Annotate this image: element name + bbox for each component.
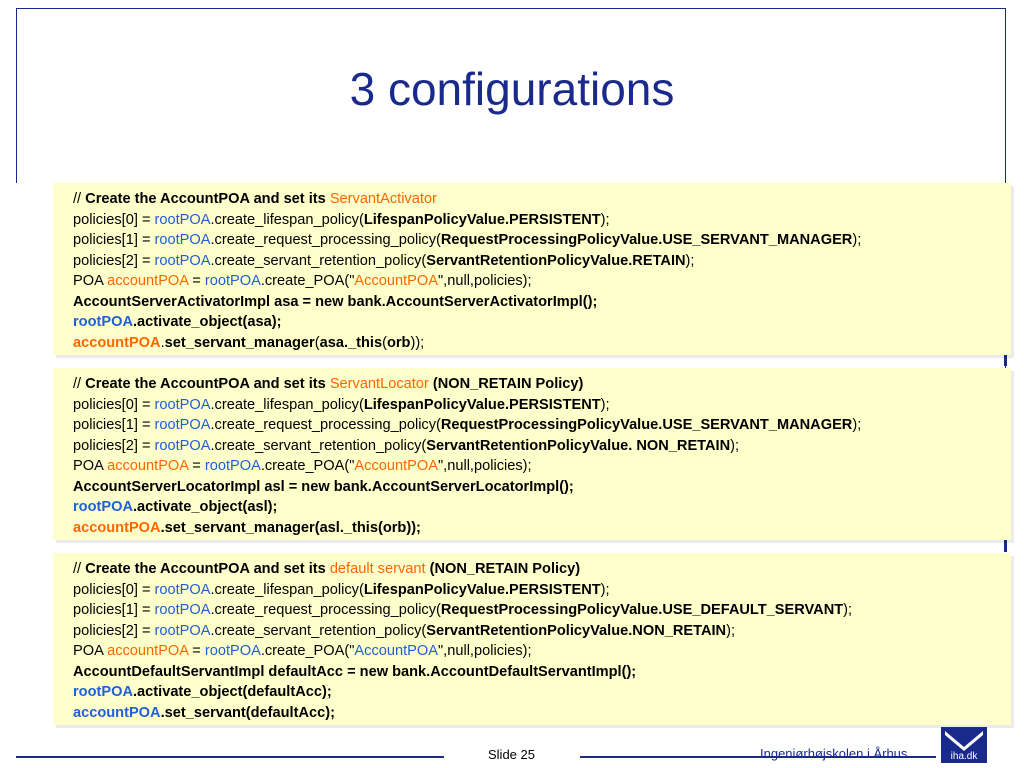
logo-text: iha.dk (950, 751, 978, 762)
code-token: .set_servant(defaultAcc); (160, 704, 335, 721)
code-token: .create_POA(" (260, 458, 355, 474)
code-token: accountPOA (107, 458, 189, 474)
code-token: ",null,policies); (437, 458, 532, 474)
code-token: rootPOA (73, 314, 133, 330)
code-line (73, 682, 1005, 703)
code-comment-line (73, 559, 1005, 580)
slide-number: Slide 25 (488, 747, 535, 762)
code-token: ); (843, 602, 853, 618)
code-token: rootPOA (204, 643, 261, 659)
code-box-servant-activator (53, 183, 1011, 355)
code-comment-line (73, 189, 1005, 210)
frame-tick-mark (1004, 538, 1007, 552)
code-token: (NON_RETAIN Policy) (428, 376, 584, 392)
code-token: ",null,policies); (437, 643, 532, 659)
code-line (73, 703, 1005, 724)
code-token: .activate_object(asa); (133, 314, 282, 330)
code-token: ServantRetentionPolicyValue. NON_RETAIN (426, 437, 731, 454)
code-line (73, 580, 1005, 601)
code-line (73, 415, 1005, 436)
code-token: POA (73, 273, 108, 289)
code-token: Create the AccountPOA and set its (85, 376, 330, 392)
code-token: LifespanPolicyValue.PERSISTENT (363, 211, 601, 228)
code-line (73, 230, 1005, 251)
code-token: .create_servant_retention_policy( (210, 437, 427, 454)
code-token: // (73, 376, 86, 392)
code-token: rootPOA (154, 622, 211, 639)
code-line (73, 477, 1005, 498)
code-token: policies[1] = (73, 232, 155, 248)
code-token: rootPOA (154, 211, 211, 228)
code-token: RequestProcessingPolicyValue.USE_SERVANT_MANAGER (440, 417, 853, 433)
code-box-servant-locator (53, 368, 1011, 540)
code-token: RequestProcessingPolicyValue.USE_SERVANT_MANAGER (440, 232, 853, 248)
code-token: AccountServerActivatorImpl asa = new bank.AccountServerActivatorImpl(); (73, 293, 598, 310)
code-line (73, 600, 1005, 621)
code-token: .create_request_processing_policy( (210, 232, 441, 248)
slide-title: 3 configurations (349, 63, 675, 115)
code-token: rootPOA (154, 232, 211, 248)
code-token: accountPOA (73, 334, 161, 351)
code-token: rootPOA (154, 602, 211, 618)
code-token: Create the AccountPOA and set its (85, 191, 330, 207)
code-token: .activate_object(asl); (133, 499, 278, 515)
code-token: ServantRetentionPolicyValue.NON_RETAIN (426, 622, 727, 639)
code-token: policies[0] = (73, 211, 155, 228)
code-token: .create_lifespan_policy( (210, 581, 364, 598)
code-token: .create_lifespan_policy( (210, 396, 364, 413)
code-line (73, 518, 1005, 539)
code-token: .create_lifespan_policy( (210, 211, 364, 228)
code-token: (NON_RETAIN Policy) (425, 561, 581, 577)
code-token: ); (600, 211, 610, 228)
code-token: rootPOA (73, 499, 133, 515)
code-token: rootPOA (204, 273, 261, 289)
code-token: rootPOA (154, 437, 211, 454)
iha-logo (941, 727, 987, 763)
code-token: LifespanPolicyValue.PERSISTENT (363, 396, 601, 413)
code-token: AccountDefaultServantImpl defaultAcc = new bank.AccountDefaultServantImpl(); (73, 663, 637, 680)
code-line (73, 312, 1005, 333)
code-token: AccountPOA (354, 458, 438, 474)
code-comment-line (73, 374, 1005, 395)
code-token: .create_POA(" (260, 273, 355, 289)
code-token: policies[0] = (73, 396, 155, 413)
code-token: policies[1] = (73, 602, 155, 618)
code-token: ); (600, 581, 610, 598)
code-token: AccountPOA (354, 273, 438, 289)
code-token: policies[2] = (73, 252, 155, 269)
code-line (73, 662, 1005, 683)
code-token: AccountPOA (354, 643, 438, 659)
code-line (73, 333, 1005, 354)
code-token: AccountServerLocatorImpl asl = new bank.AccountServerLocatorImpl(); (73, 478, 574, 495)
code-token: default servant (329, 561, 426, 577)
code-token: ServantLocator (329, 376, 429, 392)
code-line (73, 271, 1005, 292)
code-token: ); (600, 396, 610, 413)
code-token: accountPOA (107, 273, 189, 289)
code-token: ); (852, 232, 862, 248)
code-token: ); (852, 417, 862, 433)
code-token: orb (386, 334, 411, 351)
code-token: ); (726, 622, 736, 639)
code-token: .activate_object(defaultAcc); (133, 684, 332, 700)
code-token: ServantActivator (329, 191, 437, 207)
code-token: .create_servant_retention_policy( (210, 622, 427, 639)
code-token: .create_POA(" (260, 643, 355, 659)
code-token: set_servant_manager (164, 334, 315, 351)
code-token: rootPOA (154, 252, 211, 269)
code-lines (73, 189, 1005, 353)
code-line (73, 436, 1005, 457)
code-token: .set_servant_manager(asl._this(orb)); (160, 519, 421, 536)
code-token: rootPOA (154, 581, 211, 598)
code-token: = (188, 643, 205, 659)
code-token: RequestProcessingPolicyValue.USE_DEFAULT_SERVANT (440, 602, 844, 618)
code-line (73, 456, 1005, 477)
code-line (73, 210, 1005, 231)
code-token: rootPOA (73, 684, 133, 700)
code-token: policies[2] = (73, 622, 155, 639)
code-line (73, 497, 1005, 518)
code-token: = (188, 273, 205, 289)
code-token: // (73, 191, 86, 207)
code-line (73, 395, 1005, 416)
code-token: ",null,policies); (437, 273, 532, 289)
code-box-default-servant (53, 553, 1011, 725)
footer-divider-left (16, 756, 444, 758)
code-token: ); (685, 252, 695, 269)
code-token: asa._this (319, 334, 383, 351)
code-token: ServantRetentionPolicyValue.RETAIN (426, 252, 686, 269)
code-token: rootPOA (204, 458, 261, 474)
code-line (73, 251, 1005, 272)
code-token: accountPOA (73, 519, 161, 536)
code-line (73, 621, 1005, 642)
code-token: ( (314, 334, 320, 351)
code-token: // (73, 561, 86, 577)
code-line (73, 641, 1005, 662)
code-token: )); (410, 334, 425, 351)
code-lines (73, 559, 1005, 723)
code-token: . (160, 334, 165, 351)
code-token: .create_request_processing_policy( (210, 417, 441, 433)
code-token: rootPOA (154, 396, 211, 413)
code-token: accountPOA (107, 643, 189, 659)
code-token: ( (382, 334, 387, 351)
code-token: POA (73, 643, 108, 659)
code-token: policies[1] = (73, 417, 155, 433)
institution-name: Ingeniørhøjskolen i Århus (760, 746, 908, 761)
code-token: accountPOA (73, 704, 161, 721)
code-token: policies[2] = (73, 437, 155, 454)
code-line (73, 292, 1005, 313)
code-token: .create_request_processing_policy( (210, 602, 441, 618)
code-token: .create_servant_retention_policy( (210, 252, 427, 269)
code-token: policies[0] = (73, 581, 155, 598)
code-token: POA (73, 458, 108, 474)
code-lines (73, 374, 1005, 538)
frame-top-line (16, 8, 1006, 9)
code-token: LifespanPolicyValue.PERSISTENT (363, 581, 601, 598)
code-token: rootPOA (154, 417, 211, 433)
code-token: = (188, 458, 205, 474)
code-token: ); (730, 437, 740, 454)
code-token: Create the AccountPOA and set its (85, 561, 330, 577)
